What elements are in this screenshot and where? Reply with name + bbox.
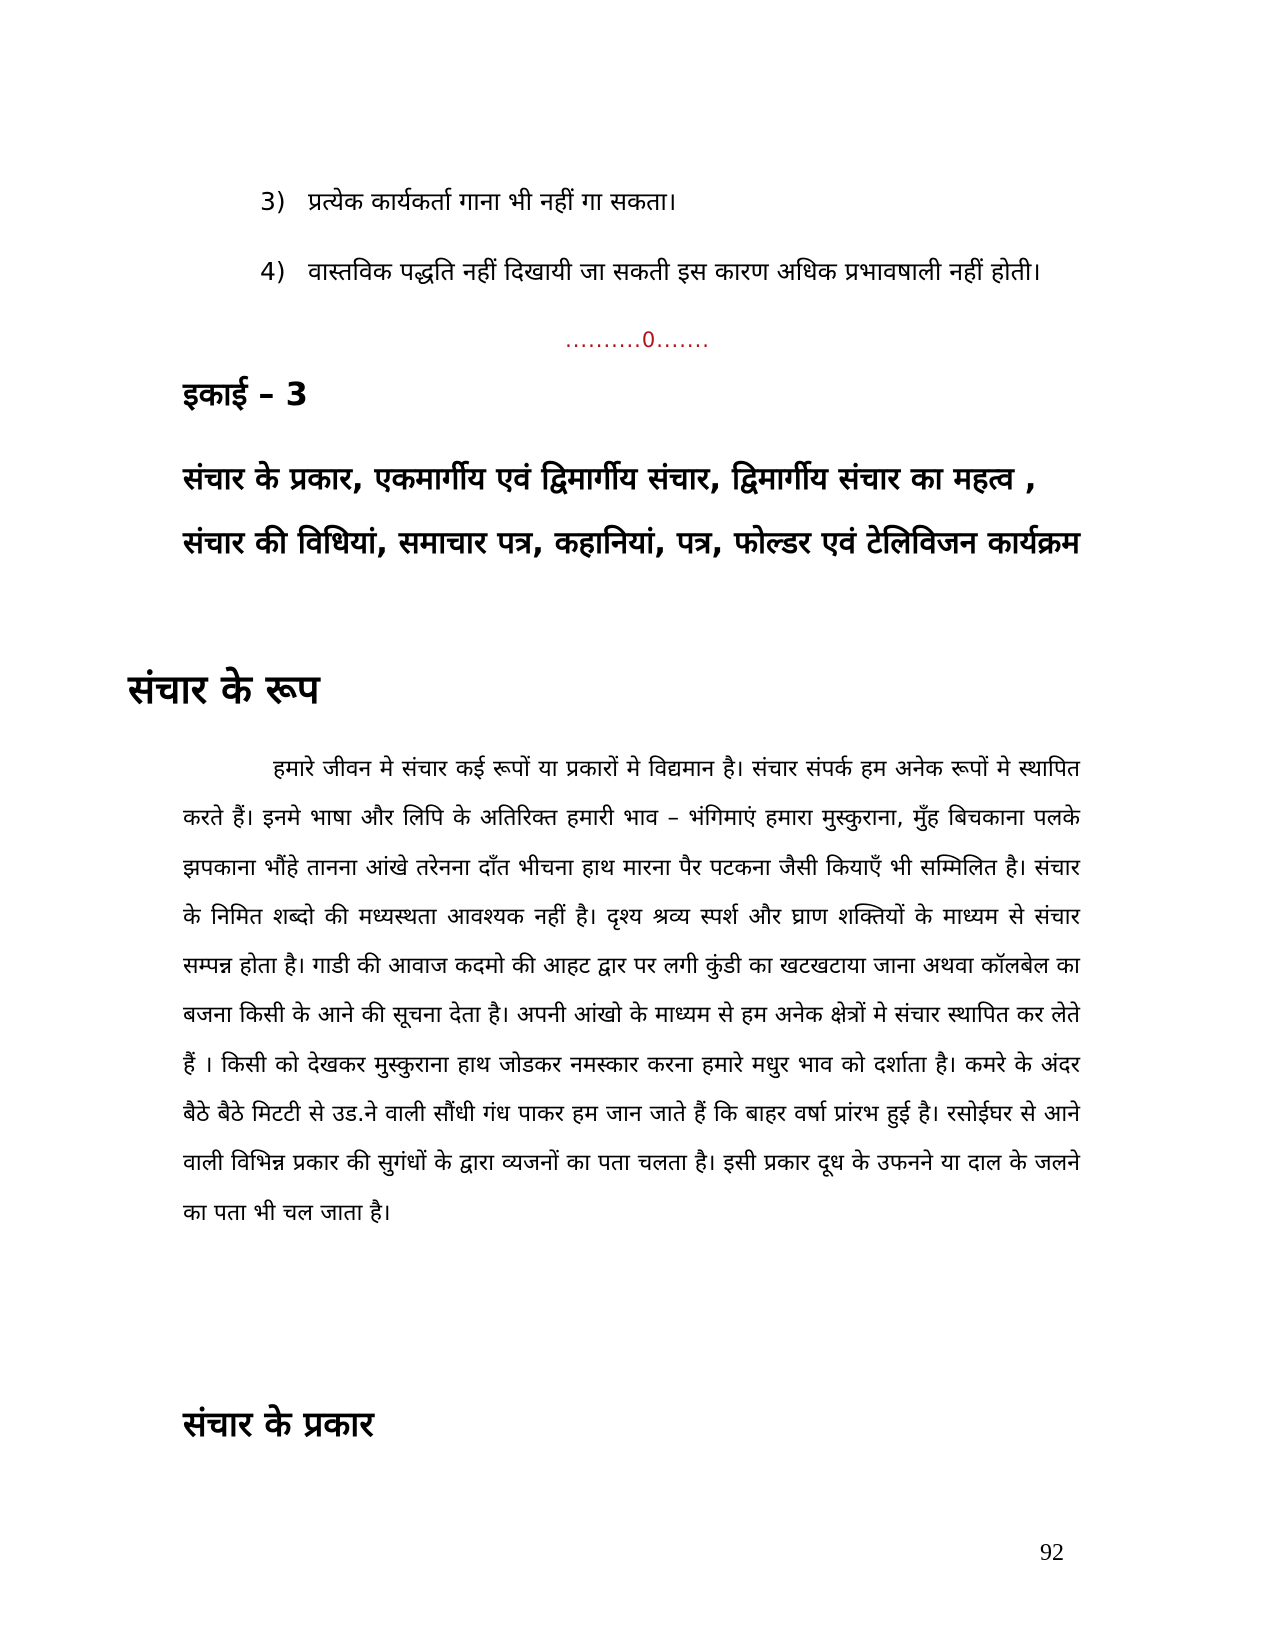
list-item bbox=[260, 183, 1080, 221]
body-paragraph: हमारे जीवन मे संचार कई रूपों या प्रकारों मे विद्यमान है। संचार संपर्क हम अनेक रूपों मे स्थापित करते हैं। इनमे भाषा और लिपि के अतिरिक्त हमारी भाव – भंगिमाएं हमारा मुस्कुराना, मुँह बिचकाना पलके झपकाना भौंहे तानना आंखे तरेनना दाँत भीचना हाथ मारना पैर पटकना जैसी कियाएँ भी सम्मिलित है। संचार के निमित शब्दो की मध्यस्थता आवश्यक नहीं है। दृश्य श्रव्य स्पर्श और घ्राण शक्तियों के माध्यम से संचार सम्पन्न होता है। गाडी की आवाज कदमो की आहट द्वार पर लगी कुंडी का खटखटाया जाना अथवा कॉलबेल का बजना किसी के आने की सूचना देता है। अपनी आंखो के माध्यम से हम अनेक क्षेत्रों मे संचार स्थापित कर लेते हैं । किसी को देखकर मुस्कुराना हाथ जोडकर नमस्कार करना हमारे मधुर भाव को दर्शाता है। कमरे के अंदर बैठे बैठे मिटटी से उड.ने वाली सौंधी गंध पाकर हम जान जाते हैं कि बाहर वर्षा प्रांरभ हुई है। रसोईघर से आने वाली विभिन्न प्रकार की सुगंधों के द्वारा व्यजनों का पता चलता है। इसी प्रकार दूध के उफनने या दाल के जलने का पता भी चल जाता है। bbox=[183, 756, 1080, 1226]
list-item-number: 4) bbox=[260, 257, 286, 286]
list-item-text: प्रत्येक कार्यकर्ता गाना भी नहीं गा सकता। bbox=[308, 187, 677, 216]
list-item bbox=[260, 253, 1080, 291]
section-heading: संचार के रूप bbox=[128, 667, 320, 713]
section-separator: ..........0....... bbox=[565, 328, 710, 352]
list-item-text: वास्तविक पद्धति नहीं दिखायी जा सकती इस कारण अधिक प्रभावषाली नहीं होती। bbox=[308, 257, 1041, 286]
list-item-number: 3) bbox=[260, 187, 286, 216]
unit-heading: इकाई – 3 bbox=[183, 375, 308, 413]
page-number: 92 bbox=[1040, 1540, 1064, 1566]
section-heading: संचार के प्रकार bbox=[183, 1405, 374, 1445]
unit-title: संचार के प्रकार, एकमार्गीय एवं द्विमार्गीय संचार, द्विमार्गीय संचार का महत्व , संचार की विधियां, समाचार पत्र, कहानियां, पत्र, फोल्डर एवं टेलिविजन कार्यक्रम bbox=[183, 461, 1080, 561]
